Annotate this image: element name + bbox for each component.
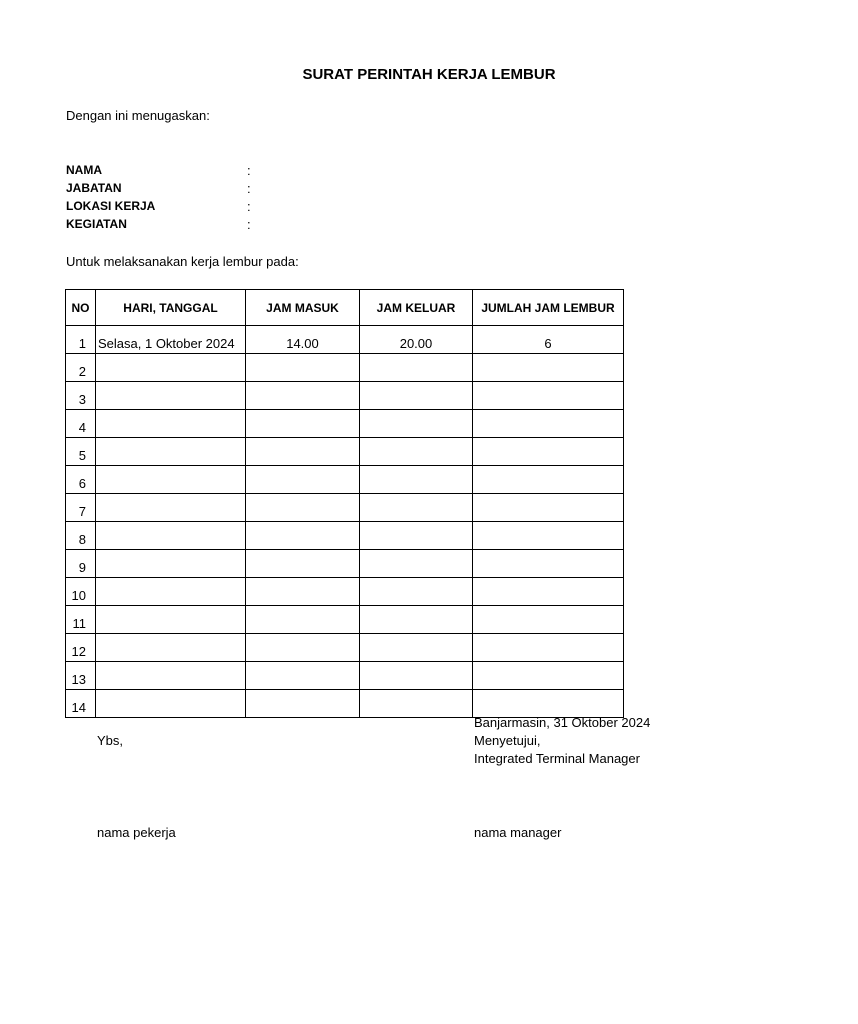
cell-day-date <box>96 690 246 718</box>
cell-time-in <box>246 466 360 494</box>
cell-day-date <box>96 634 246 662</box>
cell-time-out <box>360 550 473 578</box>
cell-time-in <box>246 410 360 438</box>
cell-total-hours <box>473 494 624 522</box>
cell-total-hours <box>473 606 624 634</box>
field-colon-nama: : <box>247 163 251 178</box>
cell-time-in <box>246 382 360 410</box>
cell-no: 12 <box>66 634 96 662</box>
cell-no: 4 <box>66 410 96 438</box>
document-title: SURAT PERINTAH KERJA LEMBUR <box>302 66 556 83</box>
overtime-table <box>65 289 624 718</box>
purpose-text: Untuk melaksanakan kerja lembur pada: <box>66 254 299 269</box>
cell-total-hours <box>473 382 624 410</box>
table-row <box>66 466 624 494</box>
cell-total-hours <box>473 662 624 690</box>
cell-time-in <box>246 550 360 578</box>
cell-no: 5 <box>66 438 96 466</box>
header-total-hours: JUMLAH JAM LEMBUR <box>473 290 624 326</box>
cell-day-date <box>96 550 246 578</box>
cell-time-out <box>360 634 473 662</box>
cell-day-date: Selasa, 1 Oktober 2024 <box>96 326 246 354</box>
cell-time-in <box>246 690 360 718</box>
header-time-out: JAM KELUAR <box>360 290 473 326</box>
cell-day-date <box>96 662 246 690</box>
table-row <box>66 438 624 466</box>
cell-total-hours <box>473 354 624 382</box>
table-row <box>66 662 624 690</box>
field-label-jabatan: JABATAN <box>66 181 122 195</box>
cell-day-date <box>96 382 246 410</box>
field-colon-lokasi-kerja: : <box>247 199 251 214</box>
cell-day-date <box>96 578 246 606</box>
cell-time-in: 14.00 <box>246 326 360 354</box>
cell-time-in <box>246 578 360 606</box>
cell-total-hours <box>473 522 624 550</box>
left-salutation: Ybs, <box>97 733 124 748</box>
cell-no: 14 <box>66 690 96 718</box>
cell-time-in <box>246 662 360 690</box>
table-row <box>66 634 624 662</box>
cell-no: 10 <box>66 578 96 606</box>
table-row <box>66 410 624 438</box>
approver-title: Integrated Terminal Manager <box>474 751 640 766</box>
cell-total-hours <box>473 438 624 466</box>
cell-total-hours <box>473 634 624 662</box>
worker-name: nama pekerja <box>97 825 176 840</box>
cell-no: 7 <box>66 494 96 522</box>
cell-time-out <box>360 466 473 494</box>
header-day-date: HARI, TANGGAL <box>96 290 246 326</box>
cell-total-hours <box>473 550 624 578</box>
cell-total-hours <box>473 410 624 438</box>
cell-time-out <box>360 578 473 606</box>
header-time-in: JAM MASUK <box>246 290 360 326</box>
table-row <box>66 606 624 634</box>
manager-name: nama manager <box>474 825 562 840</box>
intro-text: Dengan ini menugaskan: <box>66 108 210 123</box>
cell-time-out <box>360 354 473 382</box>
cell-time-in <box>246 494 360 522</box>
table-row <box>66 354 624 382</box>
cell-day-date <box>96 354 246 382</box>
field-label-nama: NAMA <box>66 163 102 177</box>
cell-time-out: 20.00 <box>360 326 473 354</box>
cell-time-in <box>246 438 360 466</box>
cell-time-out <box>360 382 473 410</box>
table-row <box>66 326 624 354</box>
table-row <box>66 494 624 522</box>
cell-time-in <box>246 522 360 550</box>
table-row <box>66 382 624 410</box>
approval-text: Menyetujui, <box>474 733 541 748</box>
cell-day-date <box>96 494 246 522</box>
cell-no: 8 <box>66 522 96 550</box>
field-label-lokasi-kerja: LOKASI KERJA <box>66 199 156 213</box>
cell-total-hours <box>473 466 624 494</box>
cell-total-hours <box>473 690 624 718</box>
cell-time-in <box>246 606 360 634</box>
cell-no: 6 <box>66 466 96 494</box>
cell-total-hours <box>473 578 624 606</box>
cell-time-out <box>360 494 473 522</box>
cell-day-date <box>96 466 246 494</box>
cell-no: 3 <box>66 382 96 410</box>
table-row <box>66 690 624 718</box>
cell-time-out <box>360 606 473 634</box>
cell-time-in <box>246 634 360 662</box>
cell-time-out <box>360 438 473 466</box>
cell-day-date <box>96 438 246 466</box>
cell-time-in <box>246 354 360 382</box>
cell-no: 2 <box>66 354 96 382</box>
place-date: Banjarmasin, 31 Oktober 2024 <box>474 715 651 730</box>
cell-total-hours: 6 <box>473 326 624 354</box>
cell-no: 11 <box>66 606 96 634</box>
table-row <box>66 550 624 578</box>
table-row <box>66 522 624 550</box>
cell-time-out <box>360 522 473 550</box>
cell-day-date <box>96 410 246 438</box>
field-colon-kegiatan: : <box>247 217 251 232</box>
table-header-row <box>66 290 624 326</box>
cell-time-out <box>360 410 473 438</box>
cell-no: 1 <box>66 326 96 354</box>
cell-day-date <box>96 606 246 634</box>
table-row <box>66 578 624 606</box>
header-no: NO <box>66 290 96 326</box>
cell-no: 9 <box>66 550 96 578</box>
cell-no: 13 <box>66 662 96 690</box>
field-colon-jabatan: : <box>247 181 251 196</box>
cell-time-out <box>360 662 473 690</box>
cell-time-out <box>360 690 473 718</box>
field-label-kegiatan: KEGIATAN <box>66 217 127 231</box>
cell-day-date <box>96 522 246 550</box>
